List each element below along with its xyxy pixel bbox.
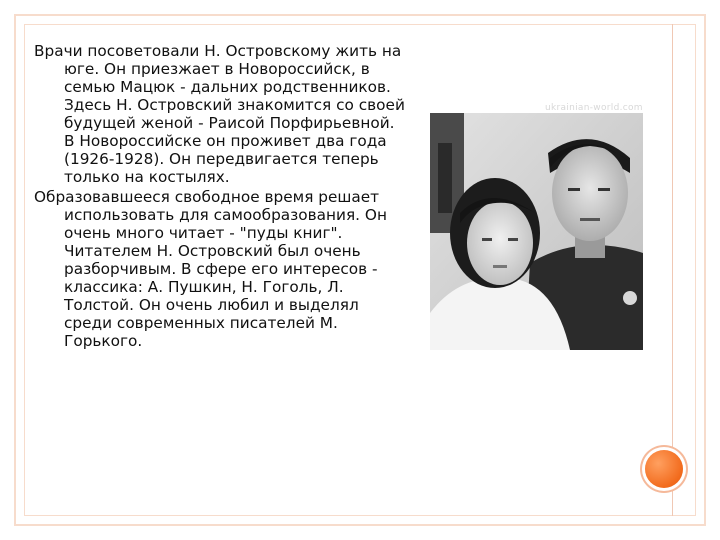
portrait-photo — [430, 113, 643, 350]
paragraph-2: Образовавшееся свободное время решает использовать для самообразования. Он очень много читает - "пуды книг". Читателем Н. Островский был очень разборчивым. В сфере его интересов - классика: А. Пушкин, Н. Гоголь, Л. Толстой. Он очень любил и выделял среди современных писателей М. Горького. — [34, 188, 387, 350]
photo-watermark: ukrainian-world.com — [545, 103, 643, 113]
slide-body-text — [34, 42, 406, 352]
slide-right-rule — [672, 24, 673, 516]
orange-circle-decoration — [645, 450, 683, 488]
paragraph-1: Врачи посоветовали Н. Островскому жить на юге. Он приезжает в Новороссийск, в семью Мацюк - дальних родственников. Здесь Н. Островский знакомится со своей будущей женой - Раисой Порфирьевной. В Новороссийске он проживет два года (1926-1928). Он передвигается теперь только на костылях. — [34, 42, 405, 186]
